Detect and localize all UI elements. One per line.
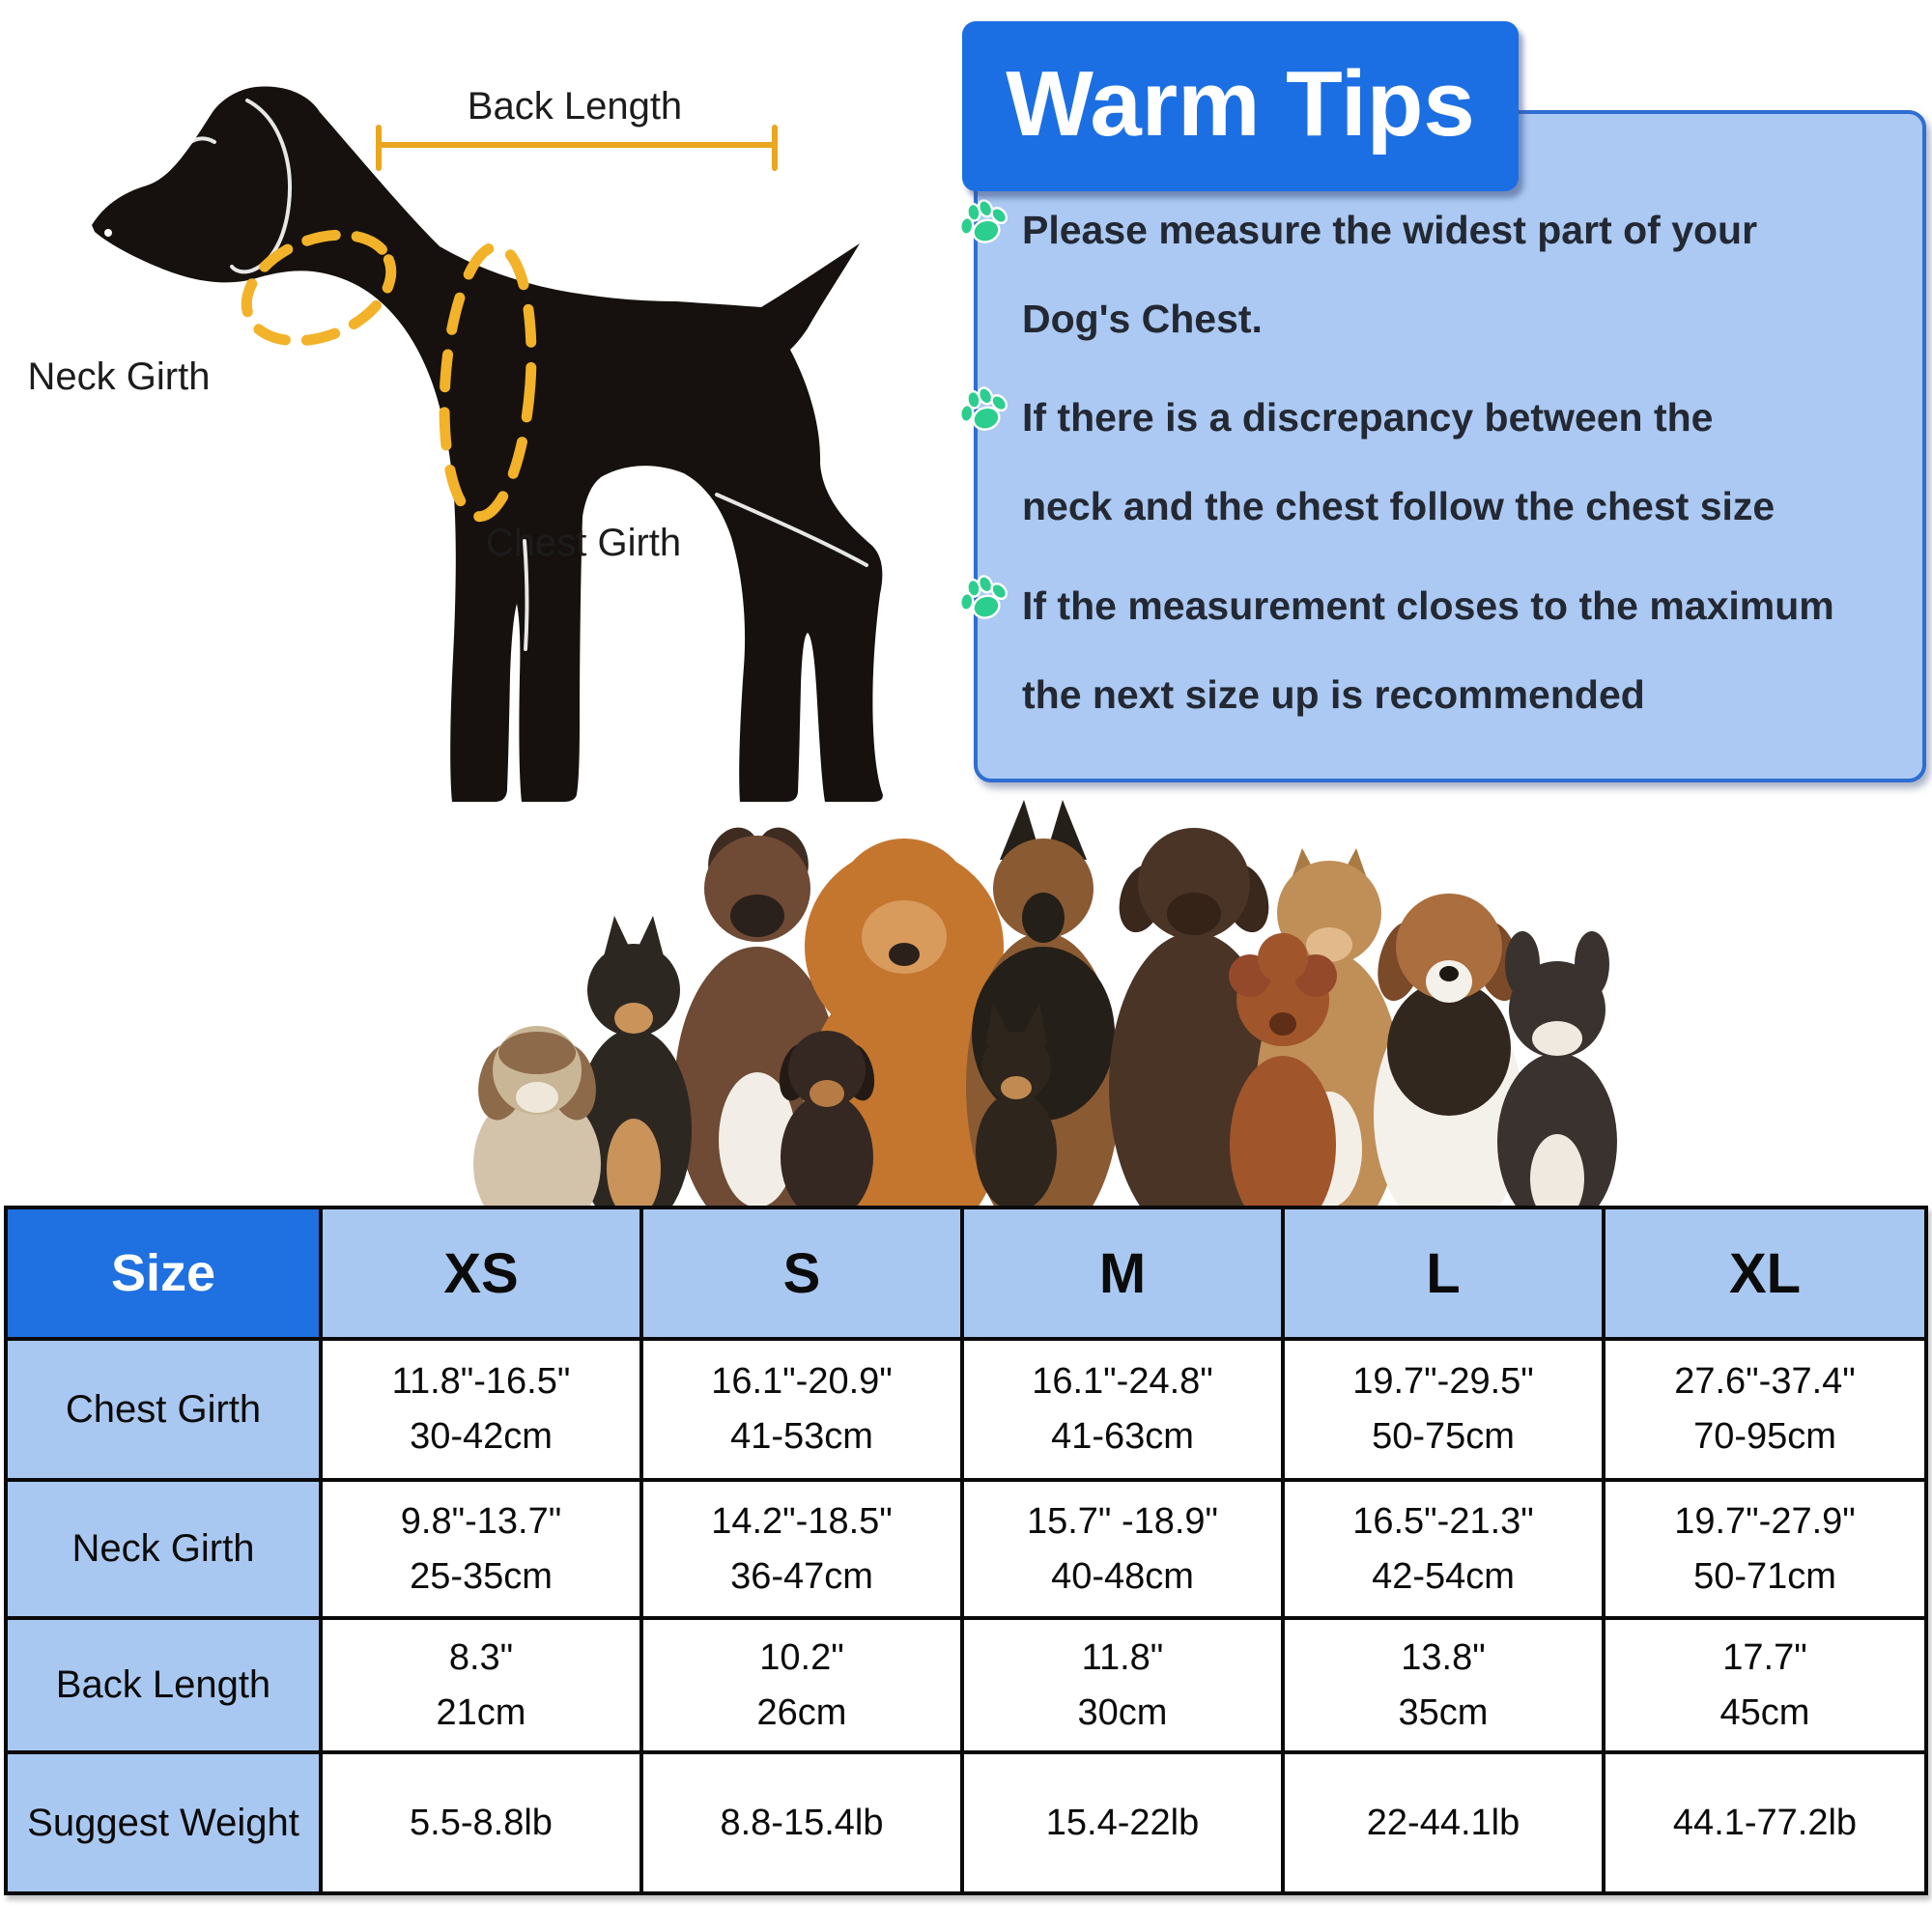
- dog-illustration-shihtzu: [471, 1026, 603, 1212]
- table-header-row: [6, 1208, 1926, 1339]
- table-cell: 16.5"-21.3" 42-54cm: [1283, 1480, 1604, 1618]
- dogs-group-photo: [406, 792, 1662, 1212]
- table-cell: 11.8"-16.5" 30-42cm: [321, 1339, 641, 1480]
- dog-nostril: [104, 229, 112, 237]
- table-cell: 13.8" 35cm: [1283, 1618, 1604, 1752]
- table-cell: 19.7"-27.9" 50-71cm: [1604, 1480, 1926, 1618]
- column-header-xl: XL: [1604, 1208, 1926, 1339]
- tip-text-line: If there is a discrepancy between the: [1022, 395, 1714, 440]
- tip-text-line: the next size up is recommended: [1022, 672, 1645, 717]
- table-cell: 8.8-15.4lb: [641, 1752, 962, 1893]
- tip-text-line: If the measurement closes to the maximum: [1022, 583, 1834, 628]
- back-length-measure-line: [379, 128, 775, 168]
- row-label: Suggest Weight: [6, 1752, 321, 1893]
- table-cell: 16.1"-24.8" 41-63cm: [962, 1339, 1283, 1480]
- table-cell: 44.1-77.2lb: [1604, 1752, 1926, 1893]
- paw-icon: [952, 567, 1014, 629]
- table-cell: 15.4-22lb: [962, 1752, 1283, 1893]
- tip-text-line: Dog's Chest.: [1022, 297, 1263, 341]
- table-cell: 5.5-8.8lb: [321, 1752, 641, 1893]
- size-table: [4, 1206, 1928, 1895]
- table-cell: 16.1"-20.9" 41-53cm: [641, 1339, 962, 1480]
- table-cell: 10.2" 26cm: [641, 1618, 962, 1752]
- dog-measurement-diagram: [0, 0, 976, 840]
- tip-item: [1022, 561, 1899, 739]
- chest-girth-label: Chest Girth: [485, 522, 682, 564]
- back-length-label: Back Length: [467, 85, 683, 128]
- dog-silhouette: [92, 87, 883, 802]
- table-row-neck-girth: [6, 1480, 1926, 1618]
- size-header-cell: Size: [6, 1208, 321, 1339]
- warm-tips-title: Warm Tips: [962, 21, 1519, 191]
- table-cell: 22-44.1lb: [1283, 1752, 1604, 1893]
- paw-icon: [952, 379, 1014, 440]
- tip-text-line: Please measure the widest part of your: [1022, 208, 1758, 252]
- column-header-m: M: [962, 1208, 1283, 1339]
- tip-text-line: neck and the chest follow the chest size: [1022, 484, 1776, 528]
- warm-tips-panel: [974, 110, 1926, 782]
- table-cell: 19.7"-29.5" 50-75cm: [1283, 1339, 1604, 1480]
- table-cell: 17.7" 45cm: [1604, 1618, 1926, 1752]
- tip-item: [1022, 373, 1899, 551]
- table-cell: 14.2"-18.5" 36-47cm: [641, 1480, 962, 1618]
- table-row-back-length: [6, 1618, 1926, 1752]
- table-row-chest-girth: [6, 1339, 1926, 1480]
- row-label: Neck Girth: [6, 1480, 321, 1618]
- table-cell: 15.7" -18.9" 40-48cm: [962, 1480, 1283, 1618]
- table-cell: 8.3" 21cm: [321, 1618, 641, 1752]
- table-cell: 9.8"-13.7" 25-35cm: [321, 1480, 641, 1618]
- column-header-l: L: [1283, 1208, 1604, 1339]
- paw-icon: [952, 191, 1014, 253]
- neck-girth-label: Neck Girth: [27, 355, 211, 398]
- table-row-suggest-weight: [6, 1752, 1926, 1893]
- table-cell: 27.6"-37.4" 70-95cm: [1604, 1339, 1926, 1480]
- table-cell: 11.8" 30cm: [962, 1618, 1283, 1752]
- column-header-s: S: [641, 1208, 962, 1339]
- row-label: Back Length: [6, 1618, 321, 1752]
- column-header-xs: XS: [321, 1208, 641, 1339]
- row-label: Chest Girth: [6, 1339, 321, 1480]
- tip-item: [1022, 185, 1899, 363]
- dog-illustration-dachshund: [774, 1031, 880, 1212]
